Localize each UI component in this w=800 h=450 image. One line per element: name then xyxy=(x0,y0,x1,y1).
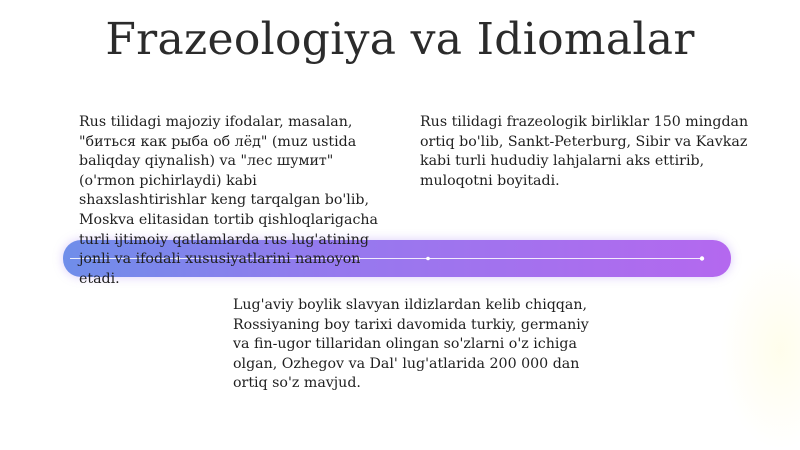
left-paragraph: Rus tilidagi majoziy ifodalar, masalan, "биться как рыба об лёд" (muz ustida baliqday qiynalish) va "лес шумит" (o'rmon pichirlaydi) kabi shaxslashtirishlar keng tarqalgan bo'lib, Moskva elitasidan tortib qishloqlarigacha turli ijtimoiy qatlamlarda rus lug'atining jonli va ifodali xususiyatlarini namoyon etadi. xyxy=(79,114,379,287)
bottom-paragraph: Lug'aviy boylik slavyan ildizlardan kelib chiqqan, Rossiyaning boy tarixi davomida turkiy, germaniy va fin-ugor tillaridan olingan so'zlarni o'z ichiga olgan, Ozhegov va Dal' lug'atlarida 200 000 dan ortiq so'z mavjud. xyxy=(233,297,589,392)
slide-title: Frazeologiya va Idiomalar xyxy=(105,14,695,65)
right-paragraph: Rus tilidagi frazeologik birliklar 150 mingdan ortiq bo'lib, Sankt-Peterburg, Sibir va Kavkaz kabi turli hududiy lahjalarni aks ettirib, muloqotni boyitadi. xyxy=(420,114,749,189)
corner-glow-decoration xyxy=(720,250,800,450)
